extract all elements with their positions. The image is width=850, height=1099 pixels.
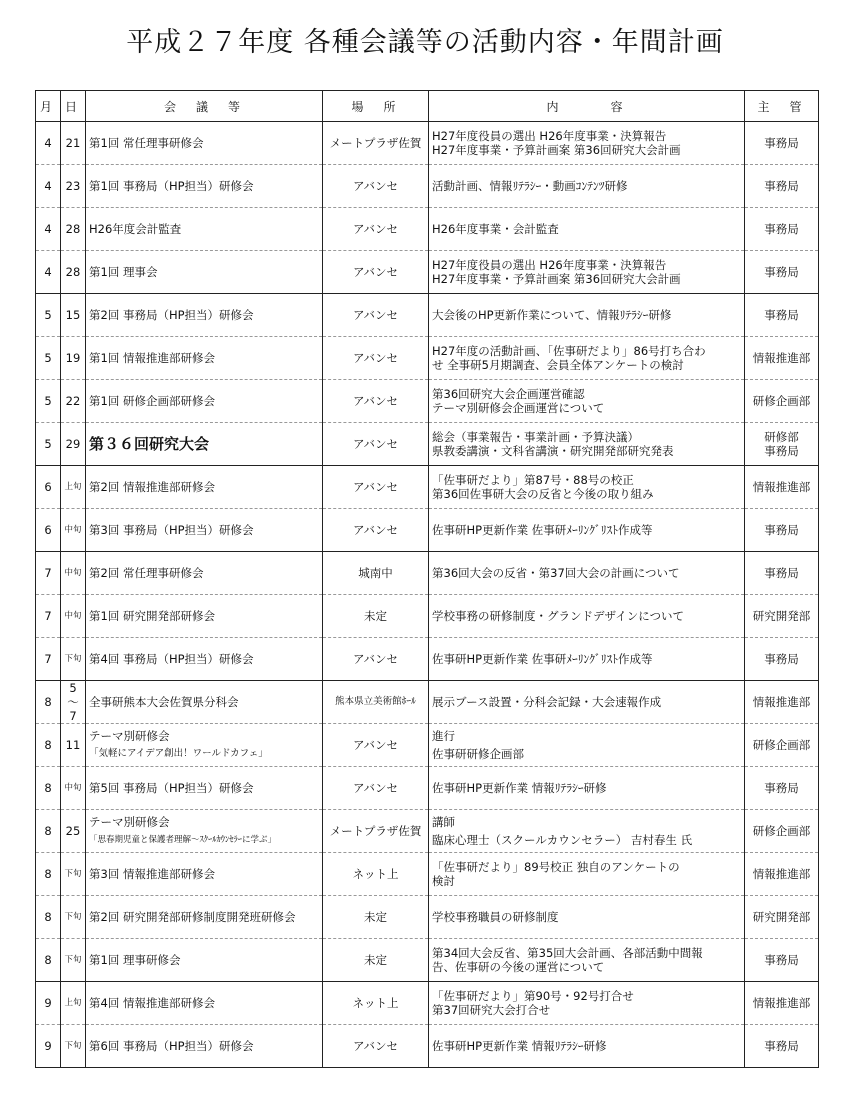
content-line: 臨床心理士（スクールカウンセラー） 吉村春生 氏 <box>432 833 693 847</box>
content-line: 大会後のHP更新作業について、情報ﾘﾃﾗｼｰ研修 <box>432 308 672 322</box>
header-row <box>36 91 819 122</box>
month-cell: 9 <box>36 982 61 1025</box>
place-cell: アバンセ <box>323 1025 429 1068</box>
day-cell: 中旬 <box>61 509 86 552</box>
content-line: 告、佐事研の今後の運営について <box>432 960 605 974</box>
organizer-cell: 研修企画部 <box>745 810 819 853</box>
meeting-cell: 第1回 常任理事研修会 <box>86 122 323 165</box>
place-cell: アバンセ <box>323 638 429 681</box>
content-line: 第36回研究大会企画運営確認 <box>432 387 585 401</box>
month-cell: 8 <box>36 681 61 724</box>
content-cell <box>429 466 745 509</box>
content-line: 第36回大会の反省・第37回大会の計画について <box>432 566 680 580</box>
day-cell: 下旬 <box>61 939 86 982</box>
place-cell: アバンセ <box>323 380 429 423</box>
place-cell: アバンセ <box>323 337 429 380</box>
content-cell <box>429 1025 745 1068</box>
day-cell: 11 <box>61 724 86 767</box>
month-cell: 7 <box>36 552 61 595</box>
place-cell: メートプラザ佐賀 <box>323 810 429 853</box>
organizer-cell: 事務局 <box>745 294 819 337</box>
day-cell: 下旬 <box>61 1025 86 1068</box>
meeting-cell: 第2回 情報推進部研修会 <box>86 466 323 509</box>
day-cell: 28 <box>61 208 86 251</box>
content-line: 総会（事業報告・事業計画・予算決議） <box>432 430 639 444</box>
meeting-cell: 第5回 事務局（HP担当）研修会 <box>86 767 323 810</box>
month-cell: 4 <box>36 208 61 251</box>
content-line: 佐事研HP更新作業 佐事研ﾒｰﾘﾝｸﾞﾘｽﾄ作成等 <box>432 523 653 537</box>
meeting-cell: 第３６回研究大会 <box>86 423 323 466</box>
content-line: 「佐事研だより」第87号・88号の校正 <box>432 473 634 487</box>
place-cell: ネット上 <box>323 982 429 1025</box>
table-row <box>36 595 819 638</box>
table-row <box>36 466 819 509</box>
content-cell <box>429 251 745 294</box>
content-cell <box>429 294 745 337</box>
content-line: 活動計画、情報ﾘﾃﾗｼｰ・動画ｺﾝﾃﾝﾂ研修 <box>432 179 628 193</box>
place-cell: アバンセ <box>323 466 429 509</box>
meeting-cell: 第6回 事務局（HP担当）研修会 <box>86 1025 323 1068</box>
table-row <box>36 251 819 294</box>
meeting-title: テーマ別研修会 <box>89 729 170 743</box>
content-line: せ 全事研5月期調査、会員全体アンケートの検討 <box>432 358 684 372</box>
meeting-cell <box>86 724 323 767</box>
day-cell: 25 <box>61 810 86 853</box>
table-row <box>36 939 819 982</box>
table-row <box>36 896 819 939</box>
content-line: 「佐事研だより」第90号・92号打合せ <box>432 989 634 1003</box>
meeting-cell: 全事研熊本大会佐賀県分科会 <box>86 681 323 724</box>
content-line: テーマ別研修会企画運営について <box>432 401 605 415</box>
place-cell: ネット上 <box>323 853 429 896</box>
month-cell: 5 <box>36 294 61 337</box>
content-line: 講師 <box>432 815 455 829</box>
organizer-cell: 研究開発部 <box>745 595 819 638</box>
meeting-cell: 第1回 情報推進部研修会 <box>86 337 323 380</box>
month-cell: 8 <box>36 724 61 767</box>
place-cell: アバンセ <box>323 767 429 810</box>
month-cell: 4 <box>36 122 61 165</box>
table-row <box>36 638 819 681</box>
month-cell: 7 <box>36 595 61 638</box>
day-cell: 中旬 <box>61 552 86 595</box>
content-line: 「佐事研だより」89号校正 独自のアンケートの <box>432 860 680 874</box>
organizer-cell <box>745 423 819 466</box>
content-cell <box>429 724 745 767</box>
content-line: H27年度役員の選出 H26年度事業・決算報告 <box>432 129 667 143</box>
content-line: 検討 <box>432 874 455 888</box>
table-row <box>36 122 819 165</box>
month-cell: 5 <box>36 380 61 423</box>
organizer-cell: 事務局 <box>745 638 819 681</box>
content-line: 佐事研HP更新作業 情報ﾘﾃﾗｼｰ研修 <box>432 781 607 795</box>
table-row <box>36 380 819 423</box>
place-cell: メートプラザ佐賀 <box>323 122 429 165</box>
month-cell: 5 <box>36 337 61 380</box>
month-cell: 4 <box>36 251 61 294</box>
content-line: 第34回大会反省、第35回大会計画、各部活動中間報 <box>432 946 703 960</box>
organizer-line: 研修部 <box>764 430 799 444</box>
content-line: 第36回佐事研大会の反省と今後の取り組み <box>432 487 654 501</box>
organizer-cell: 情報推進部 <box>745 982 819 1025</box>
place-cell: アバンセ <box>323 294 429 337</box>
table-row <box>36 681 819 724</box>
place-cell: アバンセ <box>323 423 429 466</box>
place-cell: 未定 <box>323 896 429 939</box>
content-line: H27年度の活動計画、「佐事研だより」86号打ち合わ <box>432 344 706 358</box>
day-cell: 5～7 <box>61 681 86 724</box>
place-cell: 未定 <box>323 595 429 638</box>
meeting-cell: 第1回 研究開発部研修会 <box>86 595 323 638</box>
month-cell: 8 <box>36 767 61 810</box>
content-cell <box>429 552 745 595</box>
month-cell: 6 <box>36 509 61 552</box>
day-cell: 下旬 <box>61 638 86 681</box>
content-cell <box>429 810 745 853</box>
content-line: 佐事研研修企画部 <box>432 747 524 761</box>
table-row <box>36 208 819 251</box>
table-row <box>36 810 819 853</box>
place-cell: 熊本県立美術館ﾎｰﾙ <box>323 681 429 724</box>
organizer-cell: 研修企画部 <box>745 380 819 423</box>
meeting-cell: 第1回 理事会 <box>86 251 323 294</box>
day-cell: 下旬 <box>61 896 86 939</box>
meeting-subtitle: 「思春期児童と保護者理解～ｽｸｰﾙｶｳﾝｾﾗｰに学ぶ」 <box>89 835 277 845</box>
content-cell <box>429 681 745 724</box>
day-cell: 29 <box>61 423 86 466</box>
meeting-cell: 第3回 情報推進部研修会 <box>86 853 323 896</box>
place-cell: アバンセ <box>323 251 429 294</box>
content-cell <box>429 982 745 1025</box>
header-organizer: 主 管 <box>745 91 819 122</box>
meeting-cell: 第2回 研究開発部研修制度開発班研修会 <box>86 896 323 939</box>
table-row <box>36 982 819 1025</box>
content-line: H26年度事業・会計監査 <box>432 222 559 236</box>
place-cell: アバンセ <box>323 509 429 552</box>
organizer-cell: 情報推進部 <box>745 681 819 724</box>
content-cell <box>429 638 745 681</box>
table-row <box>36 423 819 466</box>
content-line: 佐事研HP更新作業 情報ﾘﾃﾗｼｰ研修 <box>432 1039 607 1053</box>
day-cell: 上旬 <box>61 982 86 1025</box>
table-row <box>36 509 819 552</box>
content-line: H27年度事業・予算計画案 第36回研究大会計画 <box>432 272 681 286</box>
header-day: 日 <box>61 91 86 122</box>
place-cell: アバンセ <box>323 165 429 208</box>
day-cell: 中旬 <box>61 595 86 638</box>
table-row <box>36 165 819 208</box>
content-line: 第37回研究大会打合せ <box>432 1003 551 1017</box>
annual-plan-table <box>35 90 819 1068</box>
content-cell <box>429 423 745 466</box>
content-line: 県教委講演・文科省講演・研究開発部研究発表 <box>432 444 674 458</box>
table-row <box>36 767 819 810</box>
organizer-cell: 事務局 <box>745 767 819 810</box>
meeting-cell: 第1回 理事研修会 <box>86 939 323 982</box>
table-row <box>36 337 819 380</box>
header-content: 内 容 <box>429 91 745 122</box>
month-cell: 8 <box>36 853 61 896</box>
meeting-cell: 第4回 情報推進部研修会 <box>86 982 323 1025</box>
meeting-cell: 第1回 研修企画部研修会 <box>86 380 323 423</box>
month-cell: 7 <box>36 638 61 681</box>
place-cell: 未定 <box>323 939 429 982</box>
organizer-cell: 事務局 <box>745 1025 819 1068</box>
content-cell <box>429 380 745 423</box>
table-row <box>36 552 819 595</box>
place-cell: アバンセ <box>323 208 429 251</box>
organizer-cell: 情報推進部 <box>745 466 819 509</box>
organizer-cell: 情報推進部 <box>745 853 819 896</box>
meeting-cell: H26年度会計監査 <box>86 208 323 251</box>
organizer-cell: 事務局 <box>745 939 819 982</box>
content-cell <box>429 165 745 208</box>
day-cell: 22 <box>61 380 86 423</box>
organizer-cell: 研究開発部 <box>745 896 819 939</box>
day-cell: 28 <box>61 251 86 294</box>
content-line: H27年度役員の選出 H26年度事業・決算報告 <box>432 258 667 272</box>
content-line: 進行 <box>432 729 455 743</box>
day-cell: 中旬 <box>61 767 86 810</box>
meeting-cell: 第1回 事務局（HP担当）研修会 <box>86 165 323 208</box>
day-cell: 上旬 <box>61 466 86 509</box>
header-place: 場 所 <box>323 91 429 122</box>
meeting-cell <box>86 810 323 853</box>
month-cell: 8 <box>36 810 61 853</box>
table-row <box>36 853 819 896</box>
table-row <box>36 724 819 767</box>
page-title: 平成２７年度 各種会議等の活動内容・年間計画 <box>126 27 724 58</box>
table-row <box>36 1025 819 1068</box>
meeting-cell: 第3回 事務局（HP担当）研修会 <box>86 509 323 552</box>
meeting-title: テーマ別研修会 <box>89 815 170 829</box>
place-cell: 城南中 <box>323 552 429 595</box>
content-line: 佐事研HP更新作業 佐事研ﾒｰﾘﾝｸﾞﾘｽﾄ作成等 <box>432 652 653 666</box>
content-line: 学校事務職員の研修制度 <box>432 910 559 924</box>
content-cell <box>429 939 745 982</box>
header-meeting: 会 議 等 <box>86 91 323 122</box>
organizer-cell: 事務局 <box>745 122 819 165</box>
organizer-cell: 研修企画部 <box>745 724 819 767</box>
content-cell <box>429 595 745 638</box>
organizer-cell: 事務局 <box>745 251 819 294</box>
meeting-cell: 第4回 事務局（HP担当）研修会 <box>86 638 323 681</box>
content-cell <box>429 122 745 165</box>
organizer-cell: 事務局 <box>745 208 819 251</box>
organizer-line: 事務局 <box>764 444 799 458</box>
meeting-cell: 第2回 常任理事研修会 <box>86 552 323 595</box>
content-cell <box>429 337 745 380</box>
content-line: 展示ブース設置・分科会記録・大会速報作成 <box>432 695 662 709</box>
content-cell <box>429 853 745 896</box>
month-cell: 8 <box>36 939 61 982</box>
meeting-subtitle: 「気軽にアイデア創出！ワールドカフェ」 <box>89 748 268 759</box>
day-cell: 23 <box>61 165 86 208</box>
day-cell: 下旬 <box>61 853 86 896</box>
month-cell: 5 <box>36 423 61 466</box>
day-cell: 19 <box>61 337 86 380</box>
content-cell <box>429 896 745 939</box>
content-cell <box>429 509 745 552</box>
organizer-cell: 事務局 <box>745 552 819 595</box>
content-line: H27年度事業・予算計画案 第36回研究大会計画 <box>432 143 681 157</box>
place-cell: アバンセ <box>323 724 429 767</box>
month-cell: 6 <box>36 466 61 509</box>
month-cell: 4 <box>36 165 61 208</box>
month-cell: 9 <box>36 1025 61 1068</box>
day-cell: 15 <box>61 294 86 337</box>
header-month: 月 <box>36 91 61 122</box>
content-cell <box>429 208 745 251</box>
organizer-cell: 事務局 <box>745 509 819 552</box>
organizer-cell: 事務局 <box>745 165 819 208</box>
day-cell: 21 <box>61 122 86 165</box>
content-cell <box>429 767 745 810</box>
content-line: 学校事務の研修制度・グランドデザインについて <box>432 609 684 623</box>
table-row <box>36 294 819 337</box>
meeting-cell: 第2回 事務局（HP担当）研修会 <box>86 294 323 337</box>
month-cell: 8 <box>36 896 61 939</box>
organizer-cell: 情報推進部 <box>745 337 819 380</box>
